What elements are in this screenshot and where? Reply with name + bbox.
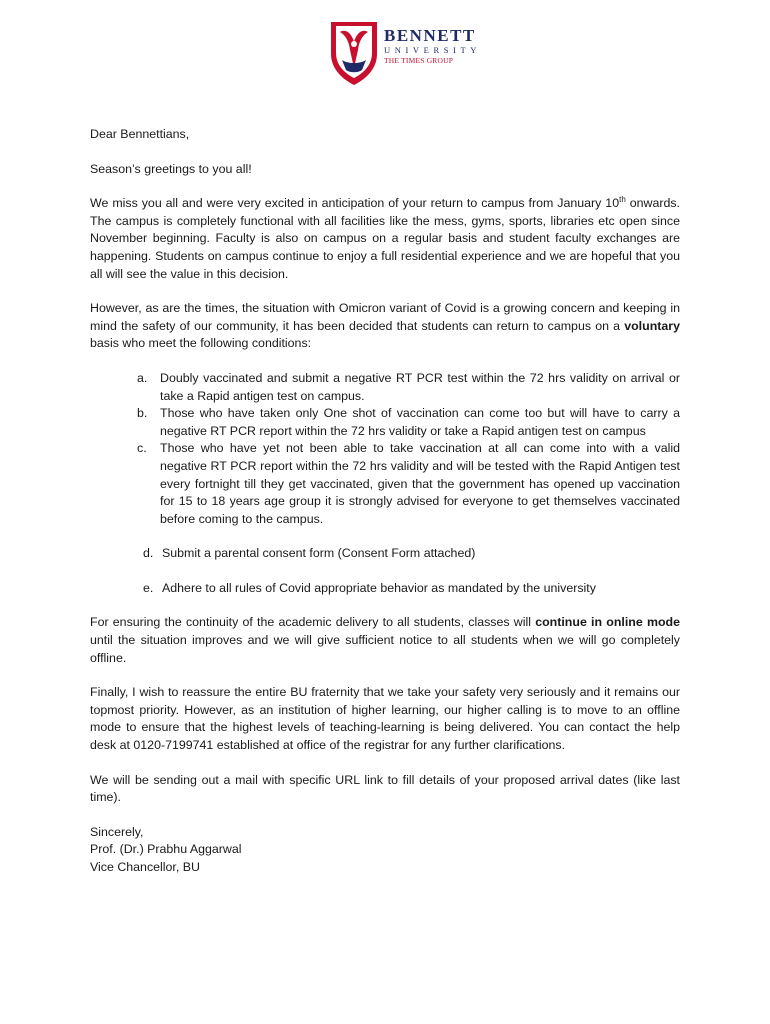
list-item: e. Adhere to all rules of Covid appropriate behavior as mandated by the university bbox=[143, 580, 596, 595]
salutation: Dear Bennettians, bbox=[90, 127, 190, 141]
paragraph-omicron: However, as are the times, the situation with Omicron variant of Covid is a growing concern and keeping in mind the safety of our community, it has been decided that students can return to campus on a voluntary basis who meet the following conditions: bbox=[90, 301, 680, 351]
paragraph-safety: Finally, I wish to reassure the entire BU fraternity that we take your safety very seriously and it remains our topmost priority. However, as an institution of higher learning, our higher calling is to move to an offline mode to ensure that the highest levels of teaching-learning is being delivered. You can contact the help desk at 0120-7199741 established at office of the registrar for any further clarifications. bbox=[90, 685, 680, 753]
closing: Sincerely, bbox=[90, 824, 144, 839]
list-item: b. Those who have taken only One shot of vaccination can come too but will have to carry a negative RT PCR report within the 72 hrs validity or take a Rapid antigen test on campus bbox=[137, 406, 680, 438]
list-item: d. Submit a parental consent form (Consent Form attached) bbox=[143, 546, 476, 561]
paragraph-return: We miss you all and were very excited in anticipation of your return to campus from January 10th onwards. The campus is completely functional with all facilities like the mess, gyms, sports, libraries etc open since November beginning. Faculty is also on campus on a regular basis and student faculty exchanges are happening. Students on campus continue to enjoy a full residential experience and we are hopeful that you all will see the value in this decision. bbox=[90, 195, 680, 281]
university-logo bbox=[328, 20, 481, 86]
signatory-name: Prof. (Dr.) Prabhu Aggarwal bbox=[90, 842, 242, 857]
letter-body bbox=[90, 126, 680, 877]
signatory-title: Vice Chancellor, BU bbox=[90, 860, 200, 874]
conditions-list bbox=[130, 370, 680, 598]
list-item: a. Doubly vaccinated and submit a negative RT PCR test within the 72 hrs validity on arrival or take a Rapid antigen test on campus. bbox=[137, 370, 680, 403]
list-item: c. Those who have yet not been able to take vaccination at all can come into with a valid negative RT PCR report within the 72 hrs validity and will be tested with the Rapid Antigen test every fortnight till they get vaccinated, given that the government has opened up vaccination for 15 to 18 years age group it is strongly advised for everyone to get themselves vaccinated before coming to the campus. bbox=[137, 441, 680, 526]
university-word: UNIVERSITY bbox=[384, 45, 481, 55]
paragraph-mail: We will be sending out a mail with specific URL link to fill details of your proposed arrival dates (like last time). bbox=[90, 772, 680, 805]
crest-icon bbox=[328, 20, 380, 86]
university-name: BENNETT bbox=[384, 26, 476, 45]
group-name: THE TIMES GROUP bbox=[384, 56, 454, 65]
greeting: Season’s greetings to you all! bbox=[90, 161, 252, 176]
paragraph-online-mode: For ensuring the continuity of the academic delivery to all students, classes will continue in online mode until the situation improves and we will give sufficient notice to all students when we will go completely offline. bbox=[90, 615, 680, 665]
